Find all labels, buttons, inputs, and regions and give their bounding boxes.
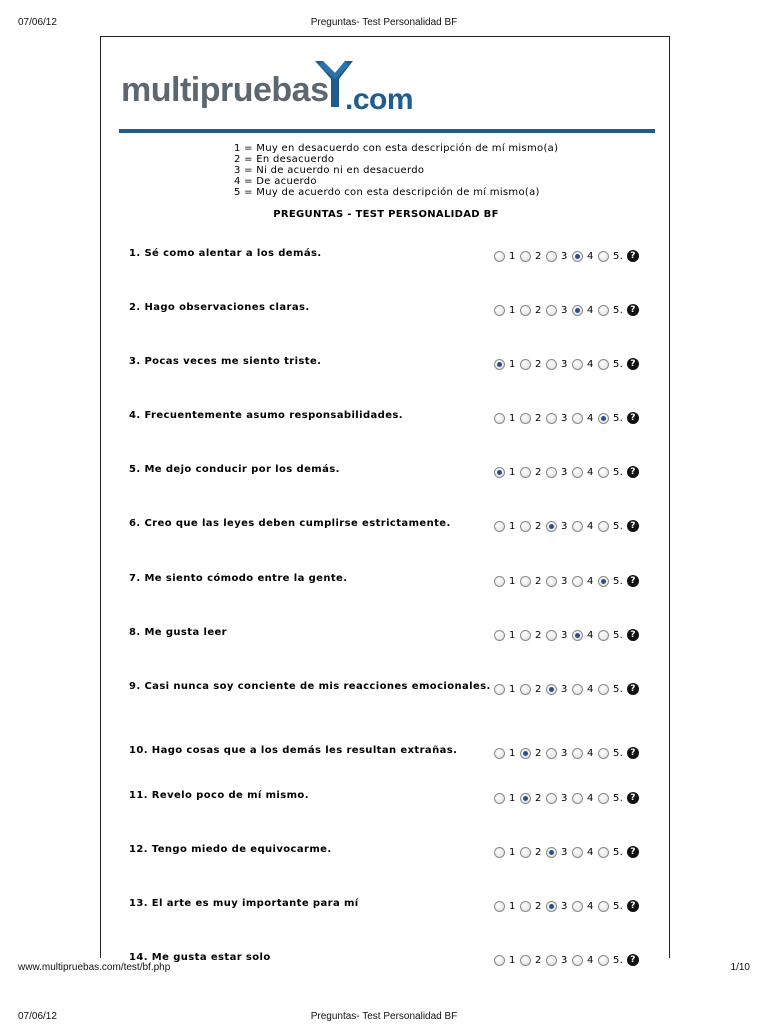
- answer-option[interactable]: [572, 413, 594, 424]
- help-icon[interactable]: ?: [627, 629, 639, 641]
- option-label: 4: [587, 683, 594, 695]
- question-text: 9. Casi nunca soy conciente de mis reacciones emocionales.: [129, 681, 491, 692]
- radio-button[interactable]: [546, 359, 557, 370]
- section-title: PREGUNTAS - TEST PERSONALIDAD BF: [273, 209, 499, 220]
- answer-option[interactable]: [520, 901, 542, 912]
- option-label: 1: [509, 575, 516, 587]
- option-label: 3: [561, 846, 568, 858]
- answer-option[interactable]: [572, 251, 594, 262]
- radio-button[interactable]: [598, 793, 609, 804]
- option-label: 2: [535, 304, 542, 316]
- print-header: [0, 17, 768, 31]
- option-label: 3: [561, 747, 568, 759]
- option-label: 2: [535, 412, 542, 424]
- option-label: 3: [561, 683, 568, 695]
- answer-option[interactable]: [546, 847, 568, 858]
- question-text: 10. Hago cosas que a los demás les resultan extrañas.: [129, 745, 458, 756]
- answer-option[interactable]: [494, 305, 516, 316]
- question-text: 4. Frecuentemente asumo responsabilidades.: [129, 410, 403, 421]
- answer-option[interactable]: [546, 359, 568, 370]
- question-text: 6. Creo que las leyes deben cumplirse estrictamente.: [129, 518, 451, 529]
- radio-button[interactable]: [546, 847, 557, 858]
- answer-option[interactable]: [494, 748, 516, 759]
- option-label: 1: [509, 520, 516, 532]
- site-logo[interactable]: [121, 57, 421, 119]
- option-label: 2: [535, 954, 542, 966]
- option-label: 5.: [613, 250, 624, 262]
- option-label: 3: [561, 358, 568, 370]
- radio-button[interactable]: [572, 847, 583, 858]
- option-label: 5.: [613, 520, 624, 532]
- radio-button[interactable]: [520, 305, 531, 316]
- radio-button[interactable]: [546, 748, 557, 759]
- answer-option[interactable]: [598, 629, 624, 641]
- option-label: 5.: [613, 747, 624, 759]
- page-number: 1/10: [730, 962, 750, 973]
- answer-option[interactable]: [494, 413, 516, 424]
- answer-option[interactable]: [520, 847, 542, 858]
- answer-options: [494, 899, 639, 913]
- answer-option[interactable]: [598, 250, 624, 262]
- radio-button[interactable]: [572, 251, 583, 262]
- radio-button[interactable]: [494, 521, 505, 532]
- answer-option[interactable]: [520, 359, 542, 370]
- answer-option[interactable]: [520, 630, 542, 641]
- answer-options: [494, 791, 639, 805]
- answer-option[interactable]: [520, 748, 542, 759]
- answer-option[interactable]: [494, 251, 516, 262]
- help-icon[interactable]: ?: [627, 846, 639, 858]
- radio-button[interactable]: [598, 901, 609, 912]
- question-text: 1. Sé como alentar a los demás.: [129, 248, 322, 259]
- radio-button[interactable]: [520, 359, 531, 370]
- radio-button[interactable]: [520, 576, 531, 587]
- option-label: 2: [535, 846, 542, 858]
- answer-options: [494, 411, 639, 425]
- radio-button[interactable]: [572, 630, 583, 641]
- question-text: 8. Me gusta leer: [129, 627, 228, 638]
- answer-options: [494, 519, 639, 533]
- answer-option[interactable]: [572, 305, 594, 316]
- option-label: 2: [535, 683, 542, 695]
- help-icon[interactable]: ?: [627, 412, 639, 424]
- radio-button[interactable]: [572, 901, 583, 912]
- option-label: 1: [509, 900, 516, 912]
- radio-button[interactable]: [572, 467, 583, 478]
- answer-option[interactable]: [494, 630, 516, 641]
- radio-button[interactable]: [572, 521, 583, 532]
- option-label: 3: [561, 466, 568, 478]
- radio-button[interactable]: [546, 467, 557, 478]
- radio-button[interactable]: [546, 684, 557, 695]
- question-text: 11. Revelo poco de mí mismo.: [129, 790, 309, 801]
- answer-option[interactable]: [520, 467, 542, 478]
- next-print-title: Preguntas- Test Personalidad BF: [310, 1011, 458, 1022]
- option-label: 2: [535, 358, 542, 370]
- option-label: 5.: [613, 900, 624, 912]
- option-label: 2: [535, 575, 542, 587]
- answer-option[interactable]: [494, 793, 516, 804]
- answer-option[interactable]: [572, 630, 594, 641]
- option-label: 1: [509, 792, 516, 804]
- option-label: 2: [535, 629, 542, 641]
- radio-button[interactable]: [520, 521, 531, 532]
- option-label: 1: [509, 683, 516, 695]
- option-label: 3: [561, 575, 568, 587]
- radio-button[interactable]: [572, 793, 583, 804]
- print-title: Preguntas- Test Personalidad BF: [310, 17, 458, 28]
- radio-button[interactable]: [494, 251, 505, 262]
- answer-option[interactable]: [598, 747, 624, 759]
- answer-option[interactable]: [598, 575, 624, 587]
- radio-button[interactable]: [520, 467, 531, 478]
- radio-button[interactable]: [546, 305, 557, 316]
- option-label: 4: [587, 520, 594, 532]
- answer-option[interactable]: [572, 359, 594, 370]
- option-label: 3: [561, 250, 568, 262]
- radio-button[interactable]: [494, 359, 505, 370]
- option-label: 5.: [613, 358, 624, 370]
- option-label: 2: [535, 900, 542, 912]
- answer-option[interactable]: [572, 521, 594, 532]
- legend-item: 4 = De acuerdo: [234, 176, 317, 187]
- option-label: 5.: [613, 846, 624, 858]
- print-date: 07/06/12: [18, 17, 57, 28]
- help-icon[interactable]: ?: [627, 575, 639, 587]
- option-label: 1: [509, 358, 516, 370]
- answer-option[interactable]: [520, 521, 542, 532]
- answer-option[interactable]: [520, 793, 542, 804]
- logo-text: multipruebas: [121, 71, 329, 109]
- next-page-header: [0, 1011, 768, 1025]
- radio-button[interactable]: [546, 630, 557, 641]
- help-icon[interactable]: ?: [627, 520, 639, 532]
- answer-option[interactable]: [520, 684, 542, 695]
- legend-item: 1 = Muy en desacuerdo con esta descripción de mí mismo(a): [234, 143, 559, 154]
- answer-option[interactable]: [546, 305, 568, 316]
- legend-item: 3 = Ni de acuerdo ni en desacuerdo: [234, 165, 425, 176]
- answer-option[interactable]: [598, 412, 624, 424]
- option-label: 4: [587, 954, 594, 966]
- answer-option[interactable]: [546, 521, 568, 532]
- option-label: 1: [509, 629, 516, 641]
- radio-button[interactable]: [520, 793, 531, 804]
- option-label: 3: [561, 900, 568, 912]
- option-label: 3: [561, 304, 568, 316]
- page-url: www.multipruebas.com/test/bf.php: [18, 962, 171, 973]
- option-label: 1: [509, 954, 516, 966]
- question-text: 2. Hago observaciones claras.: [129, 302, 310, 313]
- radio-button[interactable]: [520, 748, 531, 759]
- option-label: 5.: [613, 412, 624, 424]
- radio-button[interactable]: [520, 684, 531, 695]
- answer-option[interactable]: [546, 793, 568, 804]
- radio-button[interactable]: [572, 684, 583, 695]
- option-label: 5.: [613, 575, 624, 587]
- answer-option[interactable]: [520, 413, 542, 424]
- answer-options: [494, 574, 639, 588]
- help-icon[interactable]: ?: [627, 900, 639, 912]
- option-label: 1: [509, 304, 516, 316]
- legend-item: 5 = Muy de acuerdo con esta descripción de mí mismo(a): [234, 187, 540, 198]
- option-label: 3: [561, 629, 568, 641]
- scale-legend: [234, 143, 558, 198]
- help-icon[interactable]: ?: [627, 683, 639, 695]
- page-frame: [100, 36, 670, 966]
- answer-option[interactable]: [546, 413, 568, 424]
- radio-button[interactable]: [520, 630, 531, 641]
- option-label: 5.: [613, 954, 624, 966]
- radio-button[interactable]: [546, 251, 557, 262]
- radio-button[interactable]: [494, 413, 505, 424]
- answer-options: [494, 249, 639, 263]
- radio-button[interactable]: [572, 305, 583, 316]
- option-label: 2: [535, 520, 542, 532]
- answer-option[interactable]: [546, 748, 568, 759]
- option-label: 4: [587, 747, 594, 759]
- answer-options: [494, 746, 639, 760]
- option-label: 3: [561, 412, 568, 424]
- option-label: 1: [509, 466, 516, 478]
- radio-button[interactable]: [494, 305, 505, 316]
- question-text: 12. Tengo miedo de equivocarme.: [129, 844, 332, 855]
- question-text: 14. Me gusta estar solo: [129, 952, 271, 963]
- option-label: 4: [587, 900, 594, 912]
- question-text: 13. El arte es muy importante para mí: [129, 898, 359, 909]
- answer-option[interactable]: [598, 846, 624, 858]
- question-text: 5. Me dejo conducir por los demás.: [129, 464, 340, 475]
- answer-option[interactable]: [494, 467, 516, 478]
- answer-option[interactable]: [598, 520, 624, 532]
- radio-button[interactable]: [598, 748, 609, 759]
- option-label: 3: [561, 520, 568, 532]
- radio-button[interactable]: [494, 467, 505, 478]
- answer-options: [494, 628, 639, 642]
- answer-options: [494, 303, 639, 317]
- answer-option[interactable]: [494, 521, 516, 532]
- radio-button[interactable]: [546, 521, 557, 532]
- help-icon[interactable]: ?: [627, 250, 639, 262]
- answer-option[interactable]: [598, 466, 624, 478]
- radio-button[interactable]: [598, 847, 609, 858]
- option-label: 5.: [613, 792, 624, 804]
- next-print-date: 07/06/12: [18, 1011, 57, 1022]
- header-divider: [119, 129, 655, 133]
- option-label: 5.: [613, 629, 624, 641]
- radio-button[interactable]: [598, 251, 609, 262]
- option-label: 4: [587, 412, 594, 424]
- option-label: 5.: [613, 304, 624, 316]
- radio-button[interactable]: [494, 630, 505, 641]
- radio-button[interactable]: [546, 901, 557, 912]
- radio-button[interactable]: [598, 359, 609, 370]
- radio-button[interactable]: [520, 901, 531, 912]
- option-label: 1: [509, 412, 516, 424]
- option-label: 4: [587, 575, 594, 587]
- radio-button[interactable]: [598, 305, 609, 316]
- radio-button[interactable]: [494, 748, 505, 759]
- help-icon[interactable]: ?: [627, 304, 639, 316]
- option-label: 2: [535, 250, 542, 262]
- answer-option[interactable]: [520, 251, 542, 262]
- answer-option[interactable]: [598, 358, 624, 370]
- radio-button[interactable]: [546, 793, 557, 804]
- answer-option[interactable]: [598, 792, 624, 804]
- answer-option[interactable]: [572, 576, 594, 587]
- radio-button[interactable]: [572, 359, 583, 370]
- option-label: 4: [587, 466, 594, 478]
- answer-option[interactable]: [572, 793, 594, 804]
- option-label: 3: [561, 792, 568, 804]
- answer-option[interactable]: [546, 630, 568, 641]
- radio-button[interactable]: [546, 413, 557, 424]
- answer-option[interactable]: [546, 576, 568, 587]
- radio-button[interactable]: [598, 467, 609, 478]
- radio-button[interactable]: [494, 847, 505, 858]
- answer-option[interactable]: [546, 684, 568, 695]
- help-icon[interactable]: ?: [627, 747, 639, 759]
- logo-suffix: .com: [345, 83, 414, 116]
- option-label: 1: [509, 747, 516, 759]
- option-label: 1: [509, 846, 516, 858]
- option-label: 5.: [613, 466, 624, 478]
- question-text: 3. Pocas veces me siento triste.: [129, 356, 322, 367]
- answer-option[interactable]: [494, 359, 516, 370]
- option-label: 3: [561, 954, 568, 966]
- help-icon[interactable]: ?: [627, 466, 639, 478]
- answer-option[interactable]: [494, 847, 516, 858]
- answer-option[interactable]: [546, 901, 568, 912]
- legend-item: 2 = En desacuerdo: [234, 154, 335, 165]
- option-label: 5.: [613, 683, 624, 695]
- answer-options: [494, 465, 639, 479]
- option-label: 4: [587, 250, 594, 262]
- radio-button[interactable]: [572, 576, 583, 587]
- radio-button[interactable]: [598, 630, 609, 641]
- answer-option[interactable]: [494, 576, 516, 587]
- help-icon[interactable]: ?: [627, 792, 639, 804]
- radio-button[interactable]: [572, 413, 583, 424]
- answer-option[interactable]: [520, 576, 542, 587]
- answer-option[interactable]: [494, 901, 516, 912]
- radio-button[interactable]: [598, 684, 609, 695]
- answer-option[interactable]: [572, 467, 594, 478]
- answer-option[interactable]: [572, 847, 594, 858]
- option-label: 2: [535, 466, 542, 478]
- print-footer: [0, 962, 768, 976]
- option-label: 4: [587, 792, 594, 804]
- question-text: 7. Me siento cómodo entre la gente.: [129, 573, 348, 584]
- help-icon[interactable]: ?: [627, 954, 639, 966]
- option-label: 4: [587, 846, 594, 858]
- radio-button[interactable]: [572, 748, 583, 759]
- answer-option[interactable]: [598, 900, 624, 912]
- radio-button[interactable]: [494, 901, 505, 912]
- option-label: 4: [587, 629, 594, 641]
- answer-option[interactable]: [598, 304, 624, 316]
- radio-button[interactable]: [520, 251, 531, 262]
- radio-button[interactable]: [598, 576, 609, 587]
- answer-option[interactable]: [546, 467, 568, 478]
- answer-option[interactable]: [494, 684, 516, 695]
- answer-option[interactable]: [572, 684, 594, 695]
- radio-button[interactable]: [520, 847, 531, 858]
- radio-button[interactable]: [546, 576, 557, 587]
- option-label: 4: [587, 304, 594, 316]
- answer-option[interactable]: [546, 251, 568, 262]
- help-icon[interactable]: ?: [627, 358, 639, 370]
- answer-option[interactable]: [520, 305, 542, 316]
- option-label: 1: [509, 250, 516, 262]
- radio-button[interactable]: [494, 684, 505, 695]
- radio-button[interactable]: [520, 413, 531, 424]
- answer-option[interactable]: [572, 748, 594, 759]
- option-label: 2: [535, 792, 542, 804]
- radio-button[interactable]: [494, 576, 505, 587]
- answer-option[interactable]: [572, 901, 594, 912]
- radio-button[interactable]: [494, 793, 505, 804]
- answer-options: [494, 845, 639, 859]
- radio-button[interactable]: [598, 413, 609, 424]
- answer-options: [494, 682, 639, 696]
- radio-button[interactable]: [598, 521, 609, 532]
- answer-options: [494, 357, 639, 371]
- option-label: 4: [587, 358, 594, 370]
- option-label: 2: [535, 747, 542, 759]
- answer-option[interactable]: [598, 683, 624, 695]
